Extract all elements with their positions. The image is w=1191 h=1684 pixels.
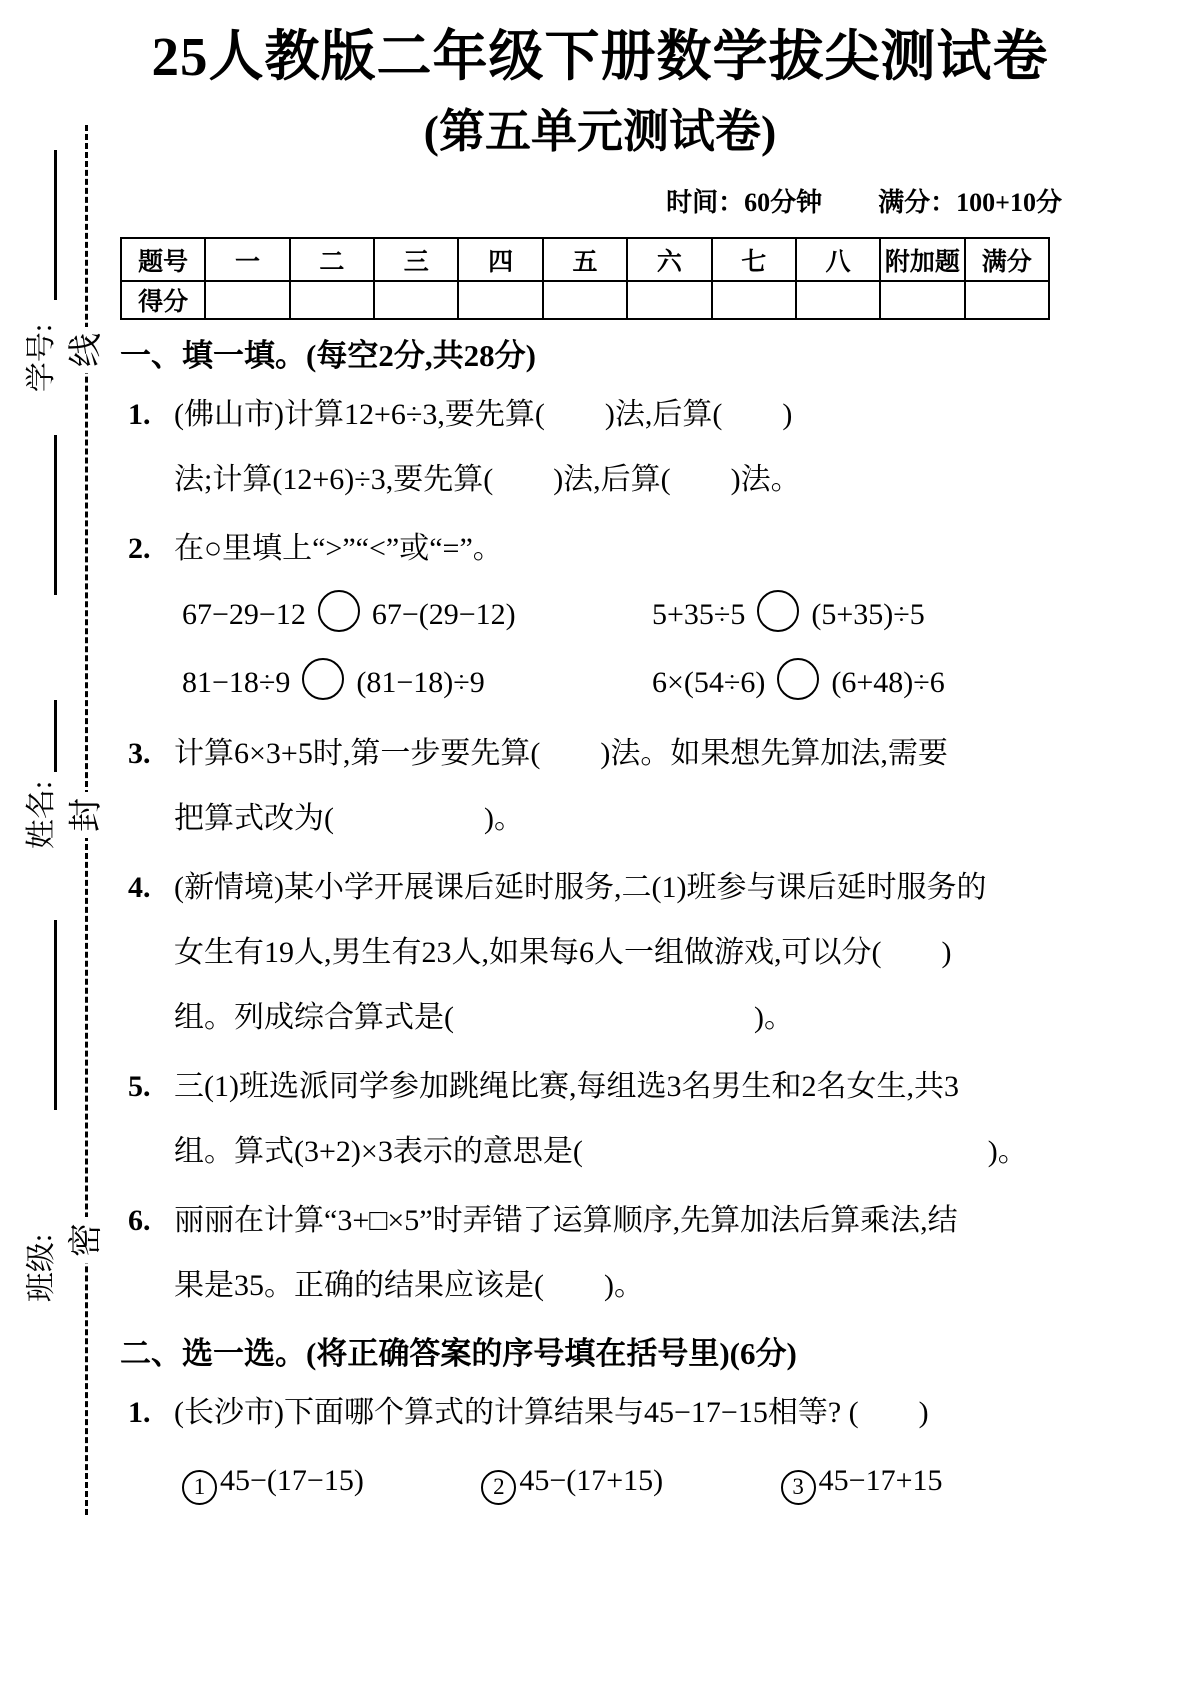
score-cell-blank bbox=[965, 281, 1049, 319]
question-4-text-3: 组。列成综合算式是( )。 bbox=[174, 1001, 794, 1034]
question-5-line-1 bbox=[120, 1054, 1080, 1119]
class-blank-line bbox=[54, 920, 57, 1110]
score-table-header-cell: 附加题 bbox=[880, 238, 964, 281]
score-cell-blank bbox=[712, 281, 796, 319]
comparison-row bbox=[120, 649, 1080, 717]
exam-info bbox=[120, 182, 1080, 219]
question-4-line-1 bbox=[120, 855, 1080, 920]
question-1-text-2: 法;计算(12+6)÷3,要先算( )法,后算( )法。 bbox=[174, 463, 801, 496]
score-table-header-cell: 满分 bbox=[965, 238, 1049, 281]
option-expression: 45−17+15 bbox=[818, 1464, 943, 1497]
question-6-line-2 bbox=[120, 1253, 1080, 1318]
score-cell-blank bbox=[543, 281, 627, 319]
score-table-header-cell: 四 bbox=[458, 238, 542, 281]
expression-left: 67−29−12 bbox=[182, 598, 306, 631]
seal-char-seal: 封 bbox=[64, 792, 110, 838]
option-expression: 45−(17−15) bbox=[220, 1464, 364, 1497]
section2-question-1-line bbox=[120, 1380, 1080, 1445]
answer-option bbox=[781, 1447, 1080, 1515]
answer-option bbox=[481, 1447, 780, 1515]
score-table-header-cell: 六 bbox=[627, 238, 711, 281]
expression-right: (81−18)÷9 bbox=[356, 666, 485, 699]
score-row-label: 得分 bbox=[121, 281, 205, 319]
expression-left: 6×(54÷6) bbox=[652, 666, 766, 699]
answer-option bbox=[182, 1447, 481, 1515]
name-blank-line-upper bbox=[54, 435, 57, 595]
question-3-number: 3. bbox=[128, 737, 151, 770]
expression-right: (6+48)÷6 bbox=[831, 666, 945, 699]
question-6-text-1: 丽丽在计算“3+□×5”时弄错了运算顺序,先算加法后算乘法,结 bbox=[174, 1204, 958, 1237]
question-3-text-1: 计算6×3+5时,第一步要先算( )法。如果想先算加法,需要 bbox=[174, 737, 948, 770]
answer-options-row bbox=[120, 1447, 1080, 1515]
score-table-header-cell: 题号 bbox=[121, 238, 205, 281]
comparison-circle-blank bbox=[777, 658, 819, 700]
seal-char-line: 线 bbox=[64, 327, 110, 373]
question-4-line-3 bbox=[120, 985, 1080, 1050]
paper-subtitle: (第五单元测试卷) bbox=[423, 106, 777, 157]
student-name-label: 姓名: bbox=[25, 780, 58, 850]
score-cell-blank bbox=[458, 281, 542, 319]
score-cell-blank bbox=[796, 281, 880, 319]
question-4-number: 4. bbox=[128, 871, 151, 904]
section1-heading: 一、填一填。(每空2分,共28分) bbox=[120, 338, 536, 373]
score-table-header-row bbox=[121, 238, 1049, 281]
comparison-group bbox=[182, 581, 652, 649]
question-4-text-1: (新情境)某小学开展课后延时服务,二(1)班参与课后延时服务的 bbox=[174, 871, 987, 904]
expression-right: (5+35)÷5 bbox=[811, 598, 925, 631]
expression-right: 67−(29−12) bbox=[371, 598, 516, 631]
question-4-line-2 bbox=[120, 920, 1080, 985]
score-table-header-cell: 八 bbox=[796, 238, 880, 281]
full-score-label: 满分：100+10分 bbox=[878, 188, 1062, 217]
paper-content bbox=[120, 24, 1080, 1515]
question-1-line-1 bbox=[120, 382, 1080, 447]
score-table bbox=[120, 237, 1050, 320]
question-6-text-2: 果是35。正确的结果应该是( )。 bbox=[174, 1269, 644, 1302]
comparison-rows bbox=[120, 581, 1080, 717]
comparison-group bbox=[652, 649, 945, 717]
comparison-circle-blank bbox=[757, 590, 799, 632]
option-circled-number: 3 bbox=[781, 1470, 816, 1505]
score-cell-blank bbox=[880, 281, 964, 319]
seal-char-secret: 密 bbox=[64, 1217, 110, 1263]
comparison-group bbox=[182, 649, 652, 717]
question-6-number: 6. bbox=[128, 1204, 151, 1237]
comparison-row bbox=[120, 581, 1080, 649]
question-3-text-2: 把算式改为( )。 bbox=[174, 802, 524, 835]
question-4-text-2: 女生有19人,男生有23人,如果每6人一组做游戏,可以分( ) bbox=[174, 936, 952, 969]
score-table-header-cell: 二 bbox=[290, 238, 374, 281]
expression-left: 81−18÷9 bbox=[182, 666, 291, 699]
score-cell-blank bbox=[290, 281, 374, 319]
score-table-score-row bbox=[121, 281, 1049, 319]
comparison-group bbox=[652, 581, 925, 649]
student-class-label: 班级: bbox=[25, 1233, 58, 1303]
score-cell-blank bbox=[627, 281, 711, 319]
score-table-header-cell: 五 bbox=[543, 238, 627, 281]
question-1-number: 1. bbox=[128, 398, 151, 431]
time-limit-label: 时间：60分钟 bbox=[666, 188, 823, 217]
question-5-number: 5. bbox=[128, 1070, 151, 1103]
score-cell-blank bbox=[374, 281, 458, 319]
question-2-line-1 bbox=[120, 516, 1080, 581]
question-1-text-1: (佛山市)计算12+6÷3,要先算( )法,后算( ) bbox=[174, 398, 793, 431]
score-table-header-cell: 七 bbox=[712, 238, 796, 281]
paper-title: 25人教版二年级下册数学拔尖测试卷 bbox=[151, 26, 1049, 87]
question-1-line-2 bbox=[120, 447, 1080, 512]
option-circled-number: 2 bbox=[481, 1470, 516, 1505]
section2-question-1-number: 1. bbox=[128, 1396, 151, 1429]
question-3-line-2 bbox=[120, 786, 1080, 851]
student-id-label: 学号: bbox=[25, 323, 58, 393]
student-id-blank-line bbox=[54, 150, 57, 300]
question-6-line-1 bbox=[120, 1188, 1080, 1253]
comparison-circle-blank bbox=[318, 590, 360, 632]
question-3-line-1 bbox=[120, 721, 1080, 786]
option-expression: 45−(17+15) bbox=[519, 1464, 664, 1497]
question-5-line-2 bbox=[120, 1119, 1080, 1184]
section2-question-1-text: (长沙市)下面哪个算式的计算结果与45−17−15相等? ( ) bbox=[174, 1396, 929, 1429]
score-cell-blank bbox=[205, 281, 289, 319]
option-circled-number: 1 bbox=[182, 1470, 217, 1505]
question-2-text: 在○里填上“>”“<”或“=”。 bbox=[174, 532, 503, 565]
score-table-header-cell: 三 bbox=[374, 238, 458, 281]
question-2-number: 2. bbox=[128, 532, 151, 565]
question-5-text-1: 三(1)班选派同学参加跳绳比赛,每组选3名男生和2名女生,共3 bbox=[174, 1070, 959, 1103]
expression-left: 5+35÷5 bbox=[652, 598, 746, 631]
question-5-text-2: 组。算式(3+2)×3表示的意思是( )。 bbox=[174, 1135, 1028, 1168]
score-table-header-cell: 一 bbox=[205, 238, 289, 281]
section2-heading: 二、选一选。(将正确答案的序号填在括号里)(6分) bbox=[120, 1336, 797, 1371]
comparison-circle-blank bbox=[302, 658, 344, 700]
